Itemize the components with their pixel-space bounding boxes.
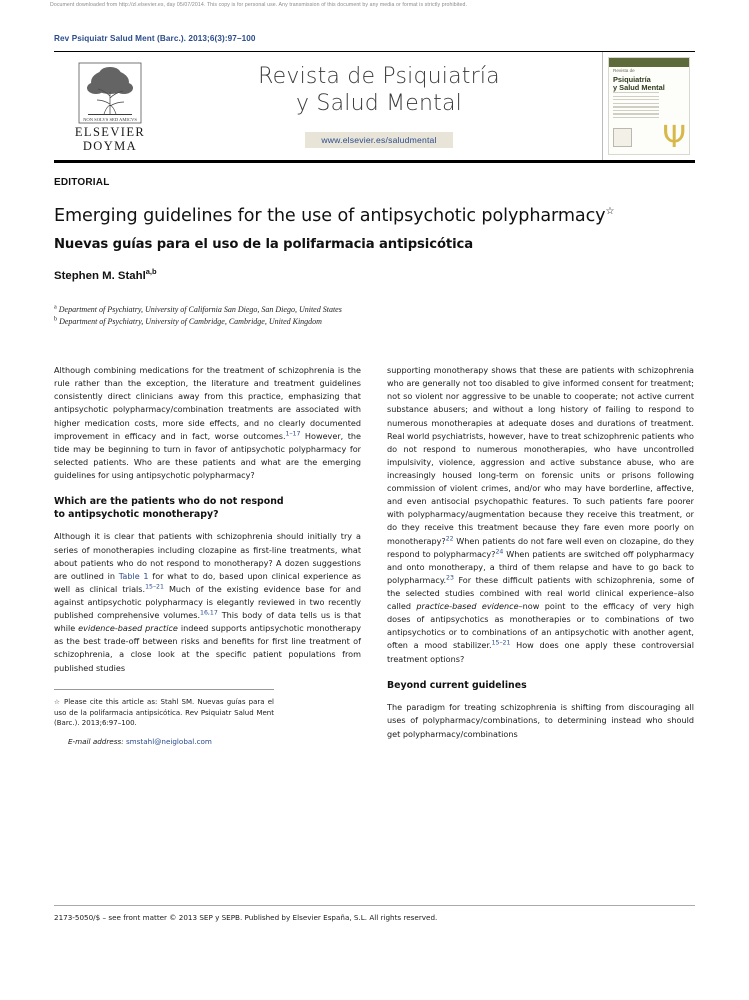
paragraph-monotherapy: [54, 530, 361, 674]
paragraph-realworld-c: When patients are switched off polypharmacy and onto monotherapy, a third of them relapse and have to go back to polypharmacy.: [387, 548, 694, 585]
left-column: [54, 364, 361, 750]
cover-small-label: Revista de: [613, 68, 635, 73]
cover-title-line1: Psiquiatría: [613, 75, 651, 84]
journal-title-block: [166, 52, 602, 160]
journal-title-line2: y Salud Mental: [296, 91, 462, 116]
paragraph-realworld: [387, 364, 694, 666]
cover-logo-box: [613, 128, 632, 147]
footer-divider: [54, 905, 695, 906]
affiliation-item: [54, 304, 695, 316]
journal-reference: Rev Psiquiatr Salud Ment (Barc.). 2013;6(3):97–100: [54, 34, 256, 43]
right-column: [387, 364, 694, 750]
footnote-text: Please cite this article as: Stahl SM. Nuevas guías para el uso de la polifarmacia antipsicótica. Rev Psiquiatr Salud Ment (Barc.). 2013;6:97–100.: [54, 697, 274, 728]
paragraph-monotherapy-d: This body of data tells us is that while: [54, 610, 361, 634]
title-footnote-marker: ☆: [605, 206, 615, 218]
body-columns: [54, 364, 695, 750]
author-line: [54, 267, 695, 283]
citation-ref[interactable]: 16,17: [200, 609, 218, 617]
paragraph-realworld-e: –now point to the efficacy of very high doses of antipsychotics as monotherapies or to combinations of two antipsychotics or to combinations of an antipsychotic with another agent, often a mood stabilizer.: [387, 601, 694, 651]
email-line: [54, 736, 274, 747]
footnote-star-marker: ☆: [54, 697, 61, 706]
paragraph-intro-text-a: Although combining medications for the treatment of schizophrenia is the rule rather than the exception, the literature and treatment guidelines consistently direct clinicians away from this practice, emphasizing that antipsychotic polypharmacy/combination treatments are associated with higher medication costs, more side effects, and no clearly documented improvement in efficacy and in fact, worse outcomes.: [54, 365, 361, 441]
citation-ref[interactable]: 1–17: [285, 429, 301, 437]
article-subtitle: Nuevas guías para el uso de la polifarmacia antipsicótica: [54, 237, 474, 253]
journal-cover-thumbnail: [602, 52, 695, 160]
cover-title-line2: y Salud Mental: [613, 83, 665, 93]
affiliation-text: Department of Psychiatry, University of California San Diego, San Diego, United States: [58, 305, 342, 315]
affiliation-mark: b: [54, 315, 58, 323]
paragraph-realworld-d: For these difficult patients with schizophrenia, some of the selected studies combined with real world clinical experience–also called: [387, 574, 694, 612]
paragraph-monotherapy-e: indeed supports antipsychotic monotherapy as the best trade-off between risks and benefits for first line treatment of schizophrenia, a close look at the specific patient populations from published studies: [54, 623, 361, 673]
svg-text:NON SOLVS SED AMICVS: NON SOLVS SED AMICVS: [83, 117, 137, 122]
paragraph-intro: [54, 364, 361, 482]
journal-masthead: [54, 51, 695, 163]
heading-nonresponders: [54, 496, 361, 521]
paragraph-monotherapy-a: Although it is clear that patients with schizophrenia should initially try a series of monotherapies including clozapine as first-line treatments, what about patients who do not respond to monotherapy? A dozen suggestions are outlined in: [54, 531, 361, 581]
paragraph-realworld-a: supporting monotherapy shows that these are patients with schizophrenia who are generally not too disabled to give informed consent for treatment; not so violent nor aggressive to be unable to cooperate; not active current substance abusers; and without a long history of failing to respond to numerous monotherapies at adequate doses and durations of treatment. Real world psychiatrists, however, have to treat schizophrenic patients who do not respond to numerous monotherapies, who have uncontrolled impulsivity, violence, aggression and active substance abuse, who are increasingly housed long-term on forensic units or prisons following commission of violent crimes, and/or who may have borderline, affective, and even antisocial psychopathic features. To such patients fare poorer with polypharmacy/augmentation because they receive this treatment, or do they receive this treatment because they fare even more poorly on monotherapy?: [387, 365, 694, 546]
paragraph-monotherapy-c: Much of the existing evidence base for and against antipsychotic polypharmacy is elegantly reviewed in two recently published comprehensive volumes.: [54, 583, 361, 621]
article-title-text: Emerging guidelines for the use of antipsychotic polypharmacy: [54, 206, 606, 226]
journal-title-line1: Revista de Psiquiatría: [258, 64, 500, 90]
citation-ref[interactable]: 22: [445, 534, 454, 542]
footnote-block: [54, 689, 274, 748]
email-label: E-mail address:: [68, 737, 124, 747]
heading-nonresponders-line2: to antipsychotic monotherapy?: [54, 508, 219, 520]
elsevier-tree-icon: [78, 62, 142, 124]
copyright-footer: 2173-5050/$ – see front matter © 2013 SEP y SEPB. Published by Elsevier España, S.L. All rights reserved.: [54, 913, 438, 922]
author-affiliation-marks: a,b: [145, 267, 157, 277]
citation-ref[interactable]: 24: [495, 547, 504, 555]
paragraph-realworld-emphasis: practice-based evidence: [416, 601, 519, 612]
journal-url[interactable]: www.elsevier.es/saludmental: [305, 132, 452, 148]
cover-text-lines: [613, 92, 659, 121]
section-label: EDITORIAL: [54, 177, 110, 188]
psi-glyph-icon: Ψ: [662, 120, 686, 155]
heading-nonresponders-line1: Which are the patients who do not respond: [54, 496, 284, 508]
page-title: [54, 206, 695, 227]
table-1-link[interactable]: Table 1: [118, 570, 149, 581]
paragraph-intro-text-b: However, the tide may be beginning to turn in favor of antipsychotic polypharmacy for selected patients. Who are these patients and what are the emerging guidelines for using antipsychotic polypharmacy?: [54, 430, 361, 480]
affiliation-item: [54, 316, 695, 328]
download-notice: Document downloaded from http://zl.elsevier.es, day 05/07/2014. This copy is for personal use. Any transmission of this document by any media or format is strictly prohibited.: [50, 2, 468, 8]
affiliation-mark: a: [54, 303, 57, 311]
paragraph-monotherapy-emphasis: evidence-based practice: [78, 623, 178, 634]
heading-beyond-guidelines: Beyond current guidelines: [387, 679, 527, 691]
citation-ref[interactable]: 15–21: [491, 639, 511, 647]
email-link[interactable]: smstahl@neiglobal.com: [125, 737, 212, 747]
citation-ref[interactable]: 23: [446, 574, 454, 582]
cover-top-band: [609, 58, 689, 67]
page-content: [54, 34, 695, 750]
author-name: Stephen M. Stahl: [54, 270, 146, 283]
affiliation-text: Department of Psychiatry, University of Cambridge, Cambridge, United Kingdom: [59, 317, 322, 327]
paragraph-paradigm: The paradigm for treating schizophrenia is shifting from discouraging all uses of polypharmacy/combinations, to determining instead who should get polypharmacy/combinations: [387, 702, 694, 739]
publisher-name-doyma: DOYMA: [82, 139, 138, 153]
paragraph-monotherapy-b: for what to do, based upon clinical experience as well as clinical trials.: [54, 570, 362, 594]
publisher-logo: [54, 52, 166, 160]
affiliation-list: [54, 304, 695, 328]
citation-ref[interactable]: 15–21: [145, 583, 164, 591]
publisher-name-elsevier: ELSEVIER: [74, 125, 146, 139]
paragraph-realworld-f: How does one apply these controversial treatment options?: [387, 640, 694, 664]
paragraph-realworld-b: When patients do not fare well even on clozapine, do they respond to polypharmacy?: [387, 535, 694, 559]
